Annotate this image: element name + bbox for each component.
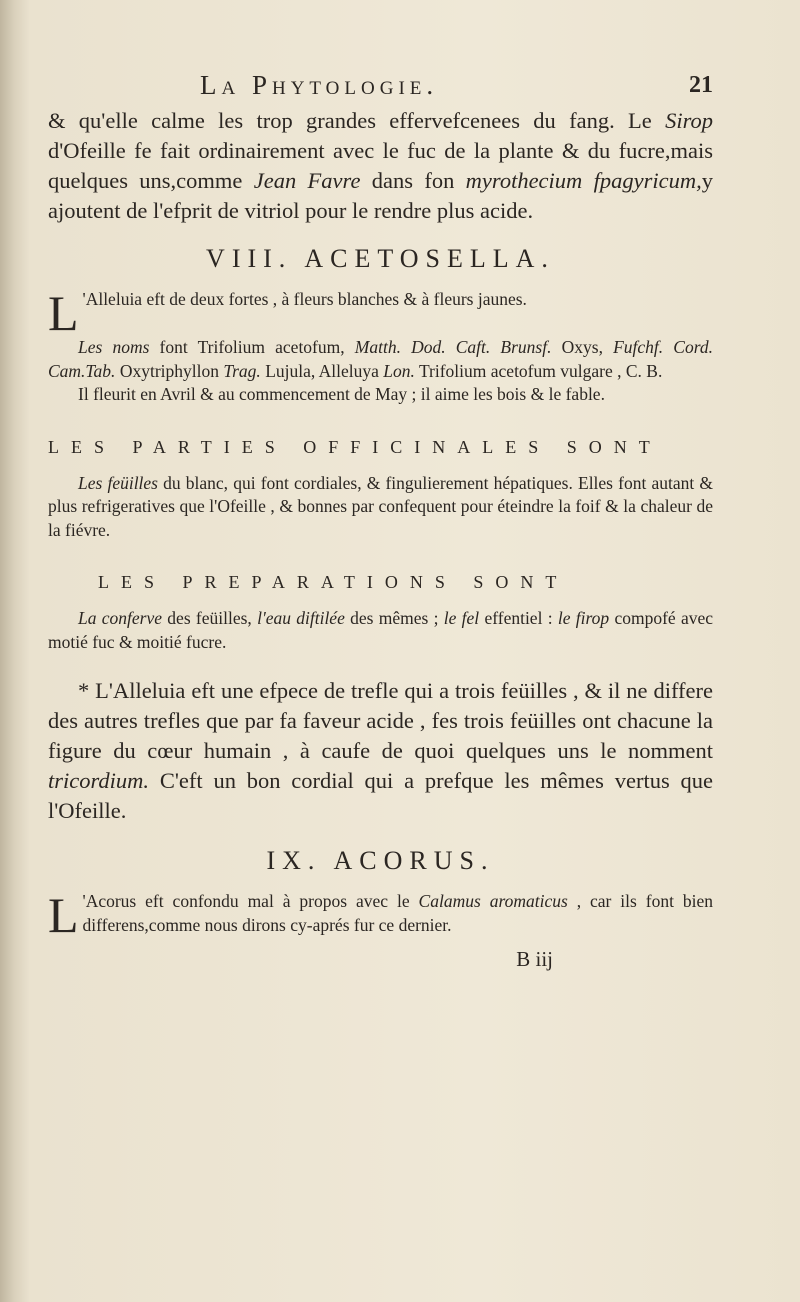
signature-mark: B iij bbox=[516, 947, 553, 971]
italic-run: le firop bbox=[557, 608, 610, 628]
italic-run: l'eau diftilée bbox=[257, 608, 345, 628]
preparations-paragraph bbox=[48, 607, 713, 654]
text-run: Lujula, Alleluya bbox=[260, 360, 384, 381]
text-run: 'Acorus eft confondu mal à propos avec le bbox=[82, 891, 419, 911]
text-run: compofé avec motié fuc & moitié fucre. bbox=[48, 608, 714, 652]
text-run: d'Ofeille fe fait ordinairement avec le fuc de la plante & du fucre,mais quelques uns,comme bbox=[48, 138, 713, 193]
text-run: des feüilles, bbox=[162, 608, 258, 628]
note-paragraph bbox=[48, 676, 713, 826]
intro-paragraph bbox=[48, 106, 713, 226]
text-run: * L'Alleluia eft une efpece de trefle qui a trois feüilles , & il ne differe des autres trefles que par fa faveur acide , fes trois feüilles ont chacune la figure du cœur humain , à caufe de quoi quelques uns le nomment bbox=[48, 678, 713, 763]
italic-run: myrothecium fpagyricum, bbox=[465, 168, 702, 193]
italic-run: Lon. bbox=[383, 360, 415, 381]
running-head-title: La Phytologie. bbox=[200, 70, 439, 100]
text-run: effentiel : bbox=[479, 608, 558, 628]
text-run: dans fon bbox=[360, 168, 466, 193]
running-head bbox=[48, 70, 713, 106]
drop-cap: L bbox=[48, 285, 79, 341]
text-run: 'Alleluia eft de deux fortes , à fleurs blanches & à fleurs jaunes. bbox=[82, 289, 527, 309]
alleluia-paragraph bbox=[48, 285, 713, 341]
text-run: Trifolium acetofum vulgare , C. B. bbox=[414, 360, 663, 381]
text-run: & qu'elle calme les trop grandes effervefcenees du fang. Le bbox=[48, 108, 666, 133]
text-run: Oxytriphyllon bbox=[115, 360, 224, 381]
text-run: Oxys, bbox=[551, 337, 614, 357]
italic-run: La conferve bbox=[78, 608, 163, 628]
subheading-preparations: LES PREPARATIONS SONT bbox=[98, 572, 569, 592]
drop-cap: L bbox=[48, 887, 79, 943]
text-run: du blanc, qui font cordiales, & fingulierement hépatiques. Elles font autant & plus refrigeratives que l'Ofeille , & bonnes par confequent pour éteindre la foif & la chaleur de la fiévre. bbox=[48, 472, 713, 540]
italic-run: Les feüilles bbox=[78, 472, 158, 493]
italic-run: Trag. bbox=[223, 360, 261, 381]
italic-run: le fel bbox=[443, 608, 480, 628]
page-content bbox=[48, 70, 713, 972]
text-run: des mêmes ; bbox=[344, 608, 444, 628]
text-run: C'eft un bon cordial qui a prefque les mêmes vertus que l'Ofeille. bbox=[48, 768, 713, 823]
italic-run: Matth. Dod. Caft. Brunsf. bbox=[354, 337, 552, 357]
section-heading-ix: IX. ACORUS. bbox=[266, 846, 495, 875]
italic-run: Jean Favre bbox=[253, 168, 361, 193]
italic-run: tricordium. bbox=[48, 768, 150, 793]
italic-run: Les noms bbox=[78, 337, 150, 357]
italic-run: Sirop bbox=[665, 108, 713, 133]
section-heading-viii: VIII. ACETOSELLA. bbox=[206, 244, 555, 273]
text-run: , car ils font bien differens,comme nous dirons cy-aprés fur ce dernier. bbox=[82, 891, 714, 935]
flowering-paragraph: Il fleurit en Avril & au commencement de May ; il aime les bois & le fable. bbox=[78, 384, 605, 404]
text-run: font Trifolium acetofum, bbox=[149, 337, 355, 357]
parties-paragraph bbox=[48, 472, 713, 543]
italic-run: Calamus aromaticus bbox=[418, 891, 568, 911]
page-number: 21 bbox=[689, 72, 713, 98]
acorus-paragraph bbox=[48, 887, 714, 943]
names-paragraph bbox=[48, 336, 713, 383]
subheading-parties: LES PARTIES OFFICINALES SONT bbox=[48, 436, 662, 457]
text-run: y ajoutent de l'efprit de vitriol pour le rendre plus acide. bbox=[48, 168, 713, 223]
italic-run: Fufchf. Cord. Cam.Tab. bbox=[48, 337, 714, 381]
